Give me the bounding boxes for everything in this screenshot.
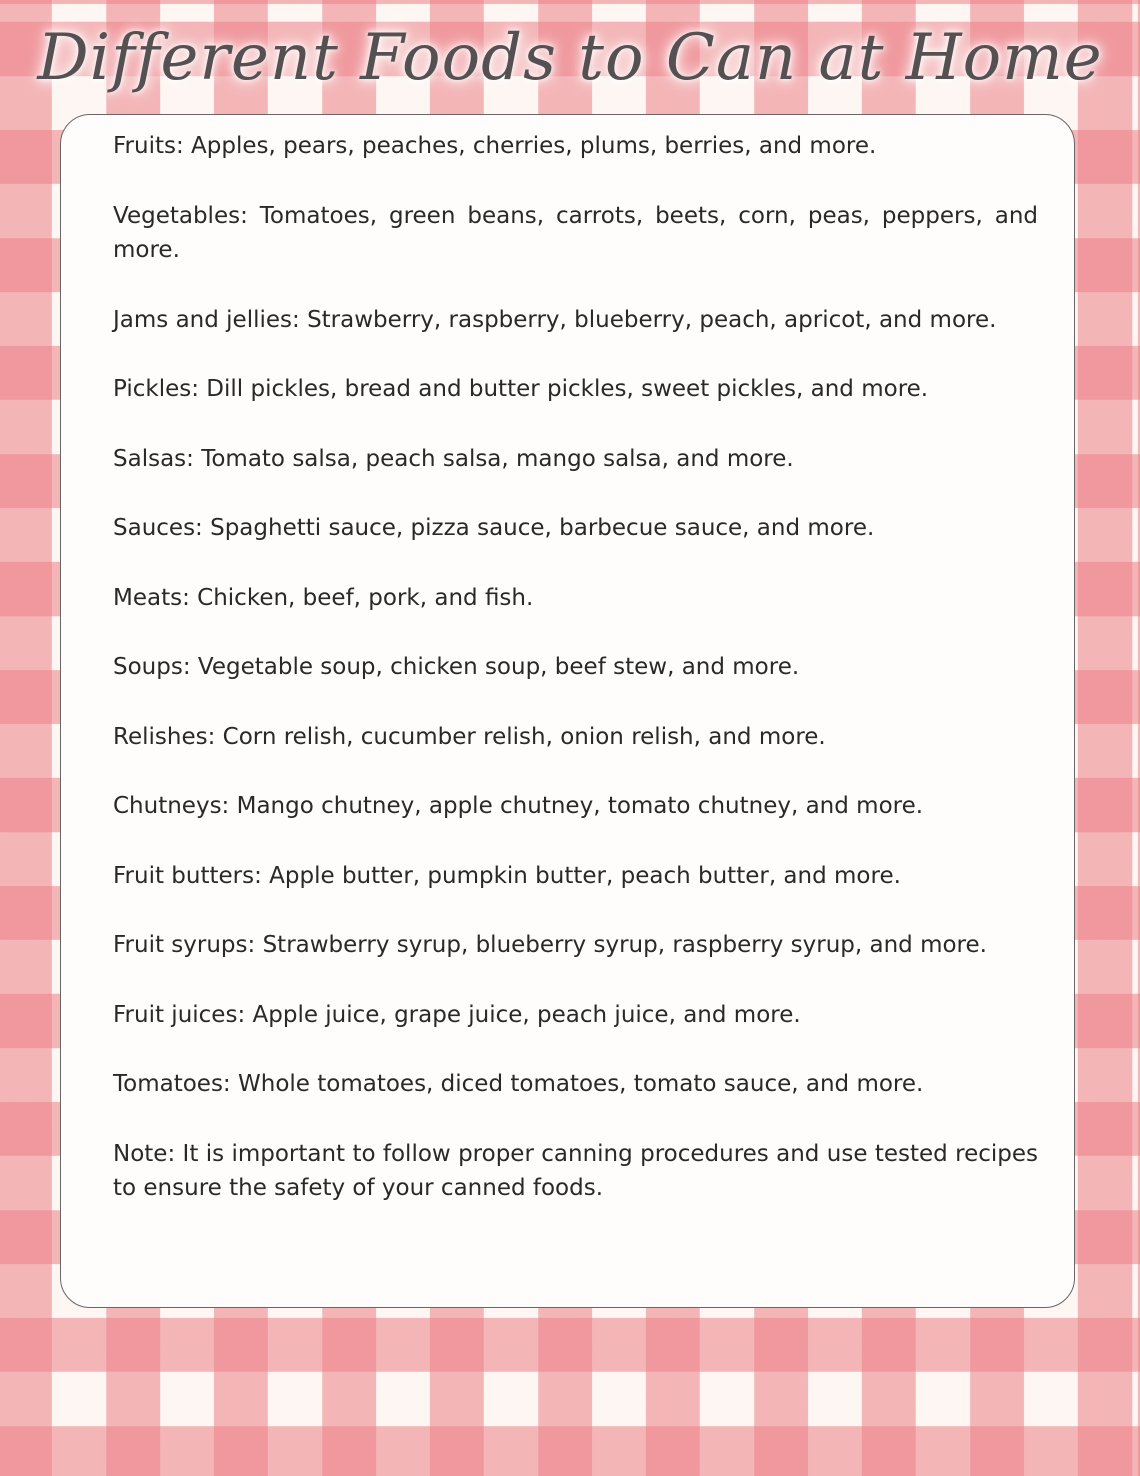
content-card <box>60 114 1075 1308</box>
food-item-meats: Meats: Chicken, beef, pork, and fish. <box>113 584 534 611</box>
food-item-fruit-butters: Fruit butters: Apple butter, pumpkin butter, peach butter, and more. <box>113 862 901 889</box>
food-item-tomatoes: Tomatoes: Whole tomatoes, diced tomatoes, tomato sauce, and more. <box>113 1071 924 1097</box>
food-item-relishes: Relishes: Corn relish, cucumber relish, onion relish, and more. <box>113 723 826 750</box>
food-item-vegetables: Vegetables: Tomatoes, green beans, carrots, beets, corn, peas, peppers, and more. <box>113 202 1038 263</box>
page-title: Different Foods to Can at Home <box>37 21 1103 95</box>
food-item-fruits: Fruits: Apples, pears, peaches, cherries, plums, berries, and more. <box>113 133 877 159</box>
food-item-fruit-syrups: Fruit syrups: Strawberry syrup, blueberry syrup, raspberry syrup, and more. <box>113 932 987 958</box>
food-item-jams-jellies: Jams and jellies: Strawberry, raspberry, blueberry, peach, apricot, and more. <box>113 306 997 333</box>
food-item-pickles: Pickles: Dill pickles, bread and butter pickles, sweet pickles, and more. <box>113 376 929 402</box>
food-item-salsas: Salsas: Tomato salsa, peach salsa, mango salsa, and more. <box>113 445 794 472</box>
food-item-soups: Soups: Vegetable soup, chicken soup, beef stew, and more. <box>113 654 800 680</box>
safety-note: Note: It is important to follow proper canning procedures and use tested recipes to ensure the safety of your canned foods. <box>113 1140 1038 1201</box>
food-item-chutneys: Chutneys: Mango chutney, apple chutney, tomato chutney, and more. <box>113 793 924 819</box>
food-item-fruit-juices: Fruit juices: Apple juice, grape juice, peach juice, and more. <box>113 1001 801 1028</box>
food-item-sauces: Sauces: Spaghetti sauce, pizza sauce, barbecue sauce, and more. <box>113 515 875 541</box>
